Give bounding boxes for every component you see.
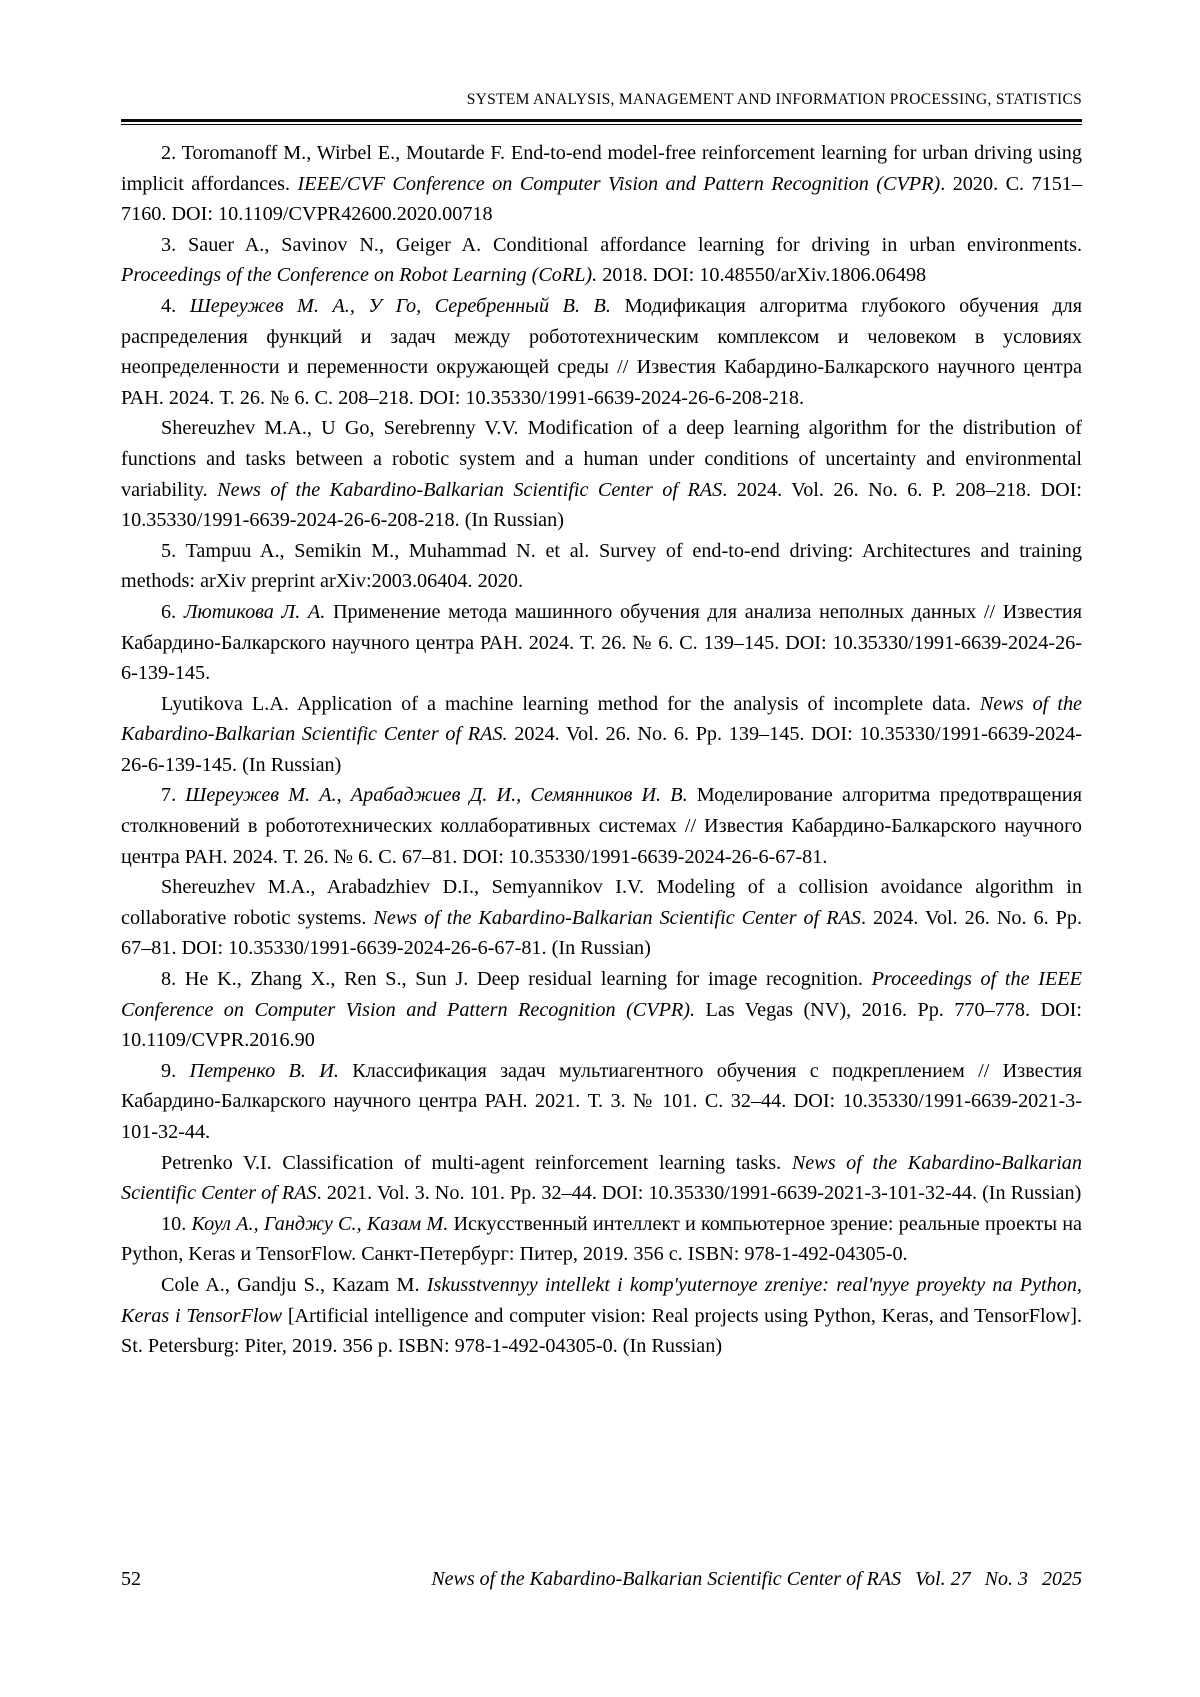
reference-paragraph (121, 872, 1082, 964)
reference-paragraph (121, 230, 1082, 291)
text-segment: . 2021. Vol. 3. No. 101. Pp. 32–44. DOI: 10.35330/1991-6639-2021-3-101-32-44. (In Russian) (316, 1182, 1082, 1205)
journal-footer-line (431, 1566, 1082, 1592)
text-segment: 10. (161, 1212, 192, 1235)
journal-year: 2025 (1042, 1568, 1082, 1590)
header-rule (121, 119, 1082, 125)
italic-segment: Лютикова Л. А. (183, 600, 326, 623)
italic-segment: News of the Kabardino-Balkarian Scientific Center of RAS (373, 906, 861, 929)
italic-segment: Proceedings of the Conference on Robot Learning (CoRL). (121, 264, 598, 287)
text-segment: Модификация алгоритма глубокого обучения для распределения функций и задач между робототехническим комплексом и человеком в условиях неопределенности и переменности окружающей среды // Известия Кабардино-Балкарского научного центра РАН. 2024. Т. 26. № 6. С. 208–218. DOI: 10.35330/1991-6639-2024-26-6-208-218. (121, 294, 1082, 409)
page-number: 52 (121, 1568, 141, 1590)
reference-paragraph (121, 1148, 1082, 1209)
text-segment: 2018. DOI: 10.48550/arXiv.1806.06498 (597, 264, 927, 287)
references-list (121, 138, 1082, 1362)
text-segment: 7. (161, 784, 186, 807)
italic-segment: Петренко В. И. (189, 1059, 339, 1082)
reference-paragraph (121, 1209, 1082, 1270)
journal-number: No. 3 (984, 1568, 1028, 1590)
text-segment: 2024. Vol. 26. No. 6. Pp. 139–145. DOI: 10.35330/1991-6639-2024-26-6-139-145. (In Russian) (121, 723, 1082, 776)
italic-segment: News of the Kabardino-Balkarian Scientific Center of RAS (217, 478, 723, 501)
reference-paragraph (121, 413, 1082, 535)
text-segment: Petrenko V.I. Classification of multi-agent reinforcement learning tasks. (161, 1151, 792, 1174)
reference-paragraph (121, 597, 1082, 689)
text-segment: 8. He K., Zhang X., Ren S., Sun J. Deep residual learning for image recognition. (161, 968, 872, 991)
italic-segment: Коул А., Ганджу С., Казам М. (191, 1212, 449, 1235)
text-segment: 3. Sauer A., Savinov N., Geiger A. Conditional affordance learning for driving in urban environments. (161, 233, 1082, 256)
text-segment: . 2020. C. 7151–7160. DOI: 10.1109/CVPR42600.2020.00718 (121, 172, 1082, 226)
italic-segment: News of the Kabardino-Balkarian Scientific Center of RAS (121, 1151, 1082, 1205)
italic-segment: IEEE/CVF Conference on Computer Vision and Pattern Recognition (CVPR) (297, 172, 941, 195)
italic-segment: Iskusstvennyy intellekt i komp'yuternoye zreniye: real'nyye proyekty na Python, Keras i TensorFlow (121, 1273, 1082, 1327)
text-segment: 2. Toromanoff M., Wirbel E., Moutarde F. End-to-end model-free reinforcement learning for urban driving using implicit affordances. (121, 142, 1082, 195)
journal-title: News of the Kabardino-Balkarian Scientific Center of RAS (431, 1568, 902, 1590)
text-segment: Las Vegas (NV), 2016. Pp. 770–778. DOI: 10.1109/CVPR.2016.90 (121, 998, 1083, 1052)
reference-paragraph (121, 1056, 1082, 1148)
italic-segment: Шереужев М. А., У Го, Серебренный В. В. (189, 294, 611, 317)
reference-paragraph (121, 536, 1082, 597)
reference-paragraph (121, 964, 1082, 1056)
reference-paragraph (121, 138, 1082, 230)
journal-volume: Vol. 27 (915, 1568, 971, 1590)
text-segment: Lyutikova L.A. Application of a machine learning method for the analysis of incomplete data. (161, 692, 980, 715)
text-segment: . 2024. Vol. 26. No. 6. P. 208–218. DOI: 10.35330/1991-6639-2024-26-6-208-218. (In Russian) (121, 478, 1083, 532)
italic-segment: News of the Kabardino-Balkarian Scientific Center of RAS. (121, 692, 1082, 746)
text-segment: . 2024. Vol. 26. No. 6. Pp. 67–81. DOI: 10.35330/1991-6639-2024-26-6-67-81. (In Russian) (121, 906, 1082, 960)
text-segment: Shereuzhev M.A., Arabadzhiev D.I., Semyannikov I.V. Modeling of a collision avoidance algorithm in collaborative robotic systems. (121, 876, 1082, 929)
reference-paragraph (121, 291, 1082, 413)
text-segment: [Artificial intelligence and computer vision: Real projects using Python, Keras, and TensorFlow]. St. Petersburg: Piter, 2019. 356 p. ISBN: 978-1-492-04305-0. (In Russian) (121, 1304, 1082, 1358)
italic-segment: Proceedings of the IEEE Conference on Computer Vision and Pattern Recognition (CVPR). (121, 968, 1082, 1021)
reference-paragraph (121, 1270, 1082, 1362)
reference-paragraph (121, 689, 1082, 781)
text-segment: Cole A., Gandju S., Kazam M. (161, 1273, 427, 1296)
running-head: SYSTEM ANALYSIS, MANAGEMENT AND INFORMATION PROCESSING, STATISTICS (466, 91, 1082, 108)
text-segment: 5. Tampuu A., Semikin M., Muhammad N. et al. Survey of end-to-end driving: Architectures and training methods: arXiv preprint arXiv:2003.06404. 2020. (121, 539, 1082, 593)
text-segment: Классификация задач мультиагентного обучения с подкреплением // Известия Кабардино-Балкарского научного центра РАН. 2021. Т. 3. № 101. С. 32–44. DOI: 10.35330/1991-6639-2021-3-101-32-44. (121, 1059, 1082, 1143)
page-footer (121, 1566, 1082, 1592)
text-segment: Искусственный интеллект и компьютерное зрение: реальные проекты на Python, Keras и TensorFlow. Санкт-Петербург: Питер, 2019. 356 с. ISBN: 978-1-492-04305-0. (121, 1212, 1082, 1266)
text-segment: Shereuzhev M.A., U Go, Serebrenny V.V. Modification of a deep learning algorithm for the distribution of functions and tasks between a robotic system and a human under conditions of uncertainty and environmental variability. (121, 417, 1082, 501)
text-segment: Применение метода машинного обучения для анализа неполных данных // Известия Кабардино-Балкарского научного центра РАН. 2024. Т. 26. № 6. С. 139–145. DOI: 10.35330/1991-6639-2024-26-6-139-145. (121, 600, 1083, 685)
text-segment: 6. (161, 600, 184, 623)
reference-paragraph (121, 780, 1082, 872)
italic-segment: Шереужев М. А., Арабаджиев Д. И., Семянников И. В. (185, 784, 688, 807)
text-segment: 4. (161, 294, 190, 317)
text-segment: Моделирование алгоритма предотвращения столкновений в робототехнических коллаборативных системах // Известия Кабардино-Балкарского научного центра РАН. 2024. Т. 26. № 6. С. 67–81. DOI: 10.35330/1991-6639-2024-26-6-67-81. (121, 784, 1083, 868)
text-segment: 9. (161, 1059, 190, 1082)
